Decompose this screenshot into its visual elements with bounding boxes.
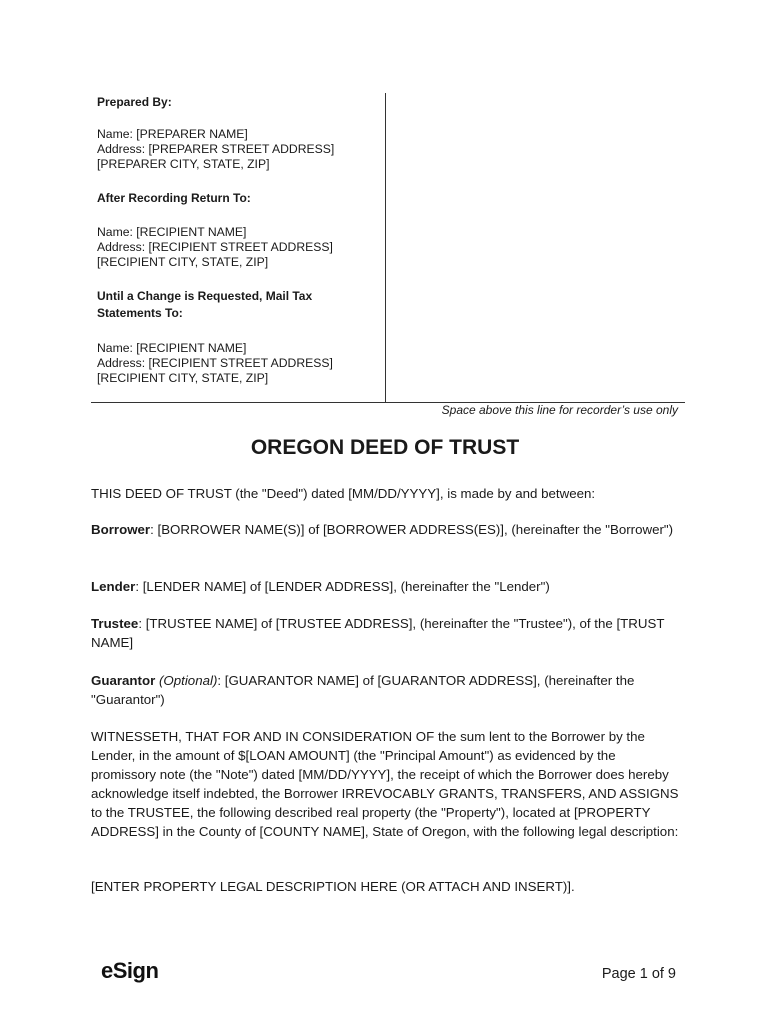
guarantor-label: Guarantor — [91, 673, 156, 688]
return-recipient-city: [RECIPIENT CITY, STATE, ZIP] — [97, 255, 269, 269]
lender-text: : [LENDER NAME] of [LENDER ADDRESS], (hereinafter the "Lender") — [135, 579, 550, 594]
tax-recipient-name: Name: [RECIPIENT NAME] — [97, 341, 247, 355]
borrower-label: Borrower — [91, 522, 151, 537]
document-title: OREGON DEED OF TRUST — [250, 436, 520, 459]
trustee-label: Trustee — [91, 616, 139, 631]
trustee-paragraph — [91, 614, 681, 652]
lender-paragraph — [91, 577, 681, 596]
guarantor-optional: (Optional) — [158, 673, 218, 688]
tax-statements-block — [97, 341, 377, 386]
tax-heading-line-2: Statements To: — [97, 306, 183, 320]
preparer-address: Address: [PREPARER STREET ADDRESS] — [97, 142, 335, 156]
prepared-by-heading: Prepared By: — [97, 95, 172, 109]
borrower-text: : [BORROWER NAME(S)] of [BORROWER ADDRESS(ES)], (hereinafter the "Borrower") — [150, 522, 674, 537]
return-recipient-address: Address: [RECIPIENT STREET ADDRESS] — [97, 240, 333, 254]
preparer-block — [97, 127, 377, 172]
return-recipient-name: Name: [RECIPIENT NAME] — [97, 225, 247, 239]
guarantor-text: : [GUARANTOR NAME] of [GUARANTOR ADDRESS], (hereinafter the "Guarantor") — [91, 673, 635, 707]
tax-statements-heading — [97, 288, 377, 322]
guarantor-paragraph — [91, 671, 681, 709]
borrower-paragraph — [91, 520, 681, 539]
recording-info-box — [91, 93, 386, 402]
lender-label: Lender — [91, 579, 136, 594]
legal-description: [ENTER PROPERTY LEGAL DESCRIPTION HERE (OR ATTACH AND INSERT)]. — [91, 879, 575, 894]
recorder-note: Space above this line for recorder’s use only — [441, 403, 678, 417]
page-number: Page 1 of 9 — [601, 966, 676, 982]
return-to-block — [97, 225, 377, 270]
intro-paragraph: THIS DEED OF TRUST (the "Deed") dated [MM/DD/YYYY], is made by and between: — [91, 486, 596, 501]
preparer-city: [PREPARER CITY, STATE, ZIP] — [97, 157, 270, 171]
tax-heading-line-1: Until a Change is Requested, Mail Tax — [97, 289, 313, 303]
return-to-heading: After Recording Return To: — [97, 191, 251, 205]
preparer-name: Name: [PREPARER NAME] — [97, 127, 248, 141]
tax-recipient-city: [RECIPIENT CITY, STATE, ZIP] — [97, 371, 269, 385]
recording-info — [97, 93, 377, 386]
esign-logo: eSign — [101, 958, 159, 983]
trustee-text: : [TRUSTEE NAME] of [TRUSTEE ADDRESS], (hereinafter the "Trustee"), of the [TRUST NAME] — [91, 616, 665, 650]
witnesseth-paragraph: WITNESSETH, THAT FOR AND IN CONSIDERATION OF the sum lent to the Borrower by the Lender, in the amount of $[LOAN AMOUNT] (the "Principal Amount") as evidenced by the promissory note (the "Note") dated [MM/DD/YYYY], the receipt of which the Borrower does hereby acknowledge itself indebted, the Borrower IRREVOCABLY GRANTS, TRANSFERS, AND ASSIGNS to the TRUSTEE, the following described real property (the "Property"), located at [PROPERTY ADDRESS] in the County of [COUNTY NAME], State of Oregon, with the following legal description: — [91, 729, 679, 839]
tax-recipient-address: Address: [RECIPIENT STREET ADDRESS] — [97, 356, 333, 370]
